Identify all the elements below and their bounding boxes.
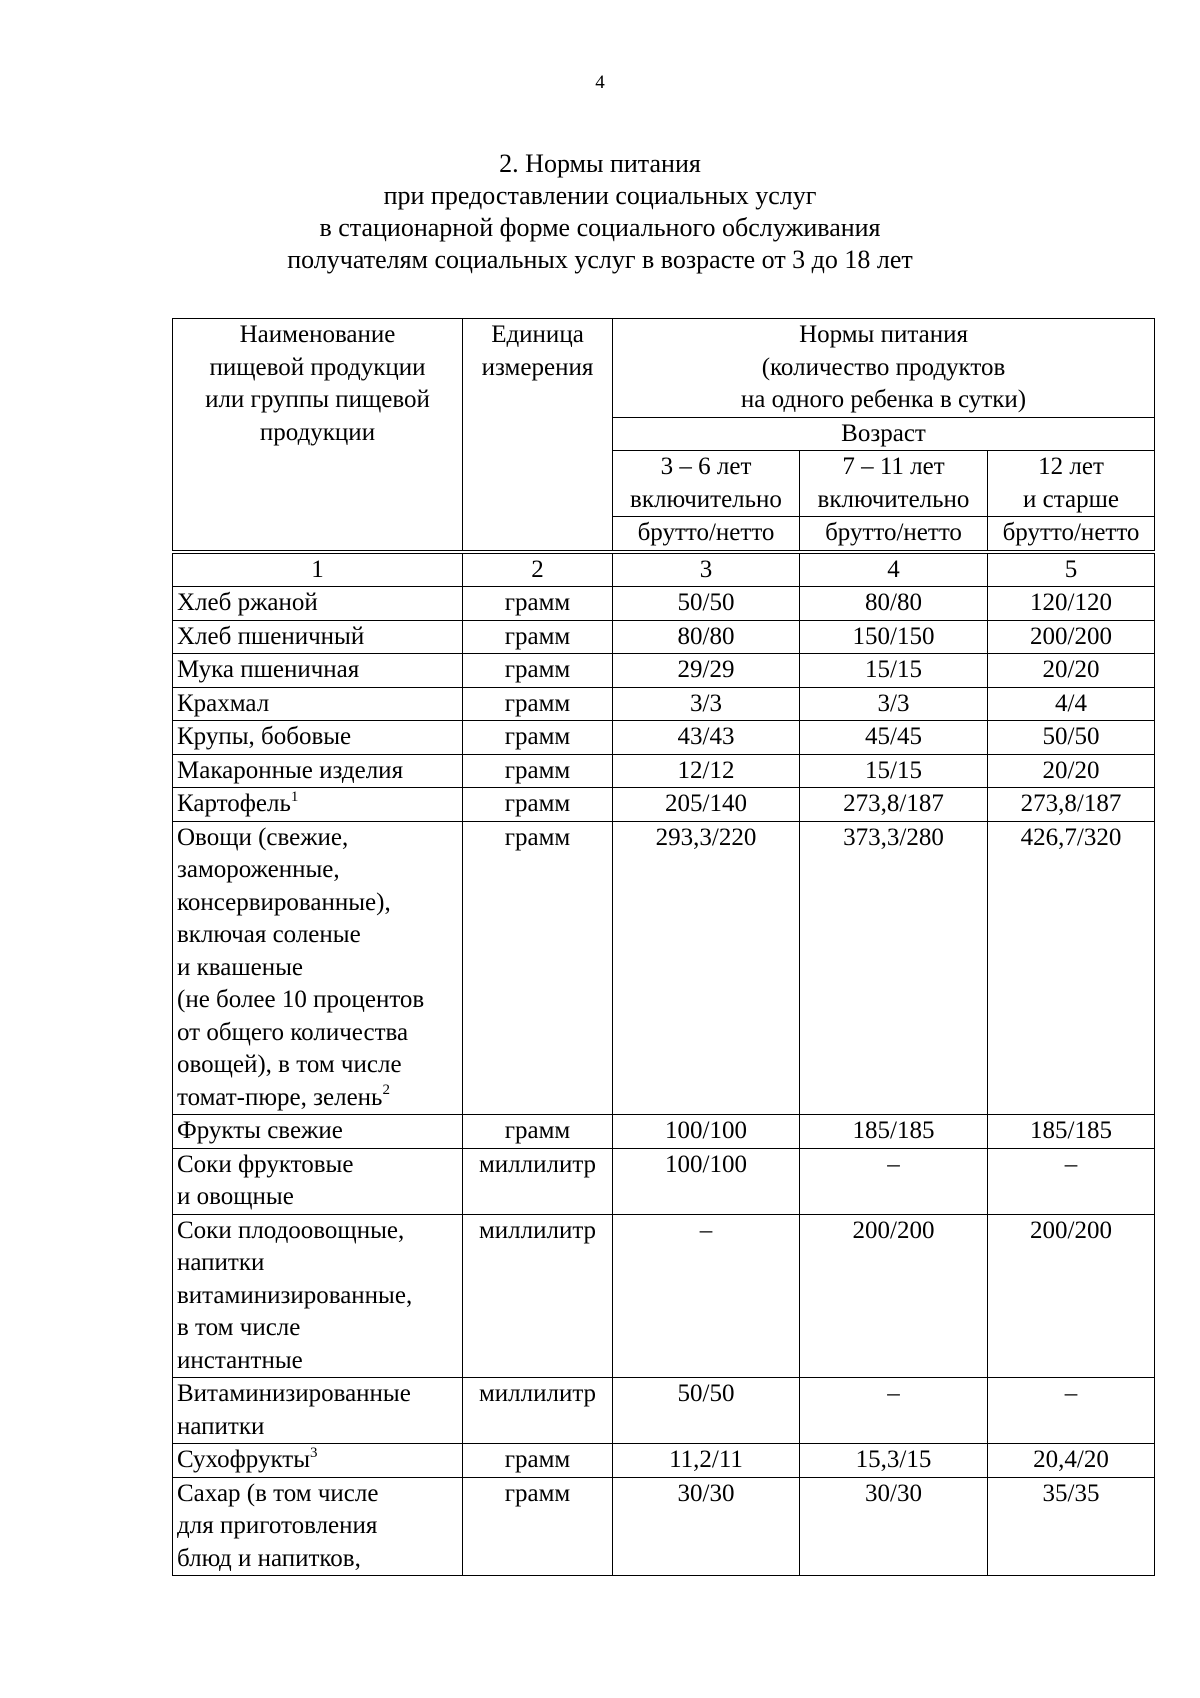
unit-cell: грамм: [463, 788, 613, 822]
title-line: в стационарной форме социального обслуживания: [319, 213, 881, 242]
product-name-line: в том числе: [177, 1314, 301, 1341]
norm-value-cell: –: [988, 1148, 1155, 1214]
norm-value-cell: 11,2/11: [613, 1444, 800, 1478]
footnote-marker: 1: [290, 788, 299, 805]
table-row: [173, 1444, 1155, 1478]
product-name-line: блюд и напитков,: [177, 1544, 361, 1572]
product-name-line: от общего количества: [177, 1018, 409, 1046]
product-name-line: Витаминизированные: [177, 1380, 411, 1407]
table-body: [173, 587, 1155, 1576]
norm-value-cell: 50/50: [988, 721, 1155, 755]
norm-value-cell: 80/80: [613, 620, 800, 654]
norm-value-cell: 80/80: [800, 587, 988, 621]
unit-cell: миллилитр: [463, 1378, 613, 1444]
product-name-cell: [173, 1214, 463, 1378]
product-name-line: консервированные),: [177, 888, 391, 916]
norm-value-cell: –: [800, 1148, 988, 1214]
table-row: [173, 620, 1155, 654]
norm-value-cell: 293,3/220: [613, 821, 800, 1115]
column-number: 5: [988, 552, 1155, 587]
header-gross-net: брутто/нетто: [613, 517, 800, 552]
table-row: [173, 1378, 1155, 1444]
norm-value-cell: 120/120: [988, 587, 1155, 621]
norm-value-cell: 50/50: [613, 587, 800, 621]
norm-value-cell: 200/200: [988, 1214, 1155, 1378]
table-row: [173, 587, 1155, 621]
product-name-line: Хлеб ржаной: [177, 589, 318, 616]
product-name-line: Сухофрукты$^3$: [177, 1444, 318, 1473]
header-gross-net: брутто/нетто: [800, 517, 988, 552]
product-name-cell: [173, 1378, 463, 1444]
product-name-line: Соки фруктовые: [177, 1150, 354, 1178]
product-name-cell: [173, 1148, 463, 1214]
page-number: 4: [595, 72, 605, 93]
product-name-line: Крахмал: [177, 689, 270, 717]
product-name-line: напитки: [177, 1249, 265, 1276]
norm-value-cell: 50/50: [613, 1378, 800, 1444]
table-row: [173, 1477, 1155, 1576]
header-gross-net: брутто/нетто: [988, 517, 1155, 552]
norm-value-cell: 45/45: [800, 721, 988, 755]
norm-value-cell: 35/35: [988, 1477, 1155, 1576]
header-age-group-1: 3 – 6 лет включительно: [613, 451, 800, 517]
product-name-line: томат-пюре, зелень$^2$: [177, 1082, 390, 1111]
table-row: [173, 788, 1155, 822]
norm-value-cell: 43/43: [613, 721, 800, 755]
unit-cell: грамм: [463, 1115, 613, 1149]
table-row: [173, 654, 1155, 688]
header-age-group-2: 7 – 11 лет включительно: [800, 451, 988, 517]
product-name-line: Крупы, бобовые: [177, 723, 352, 750]
column-number: 1: [173, 552, 463, 587]
norm-value-cell: 205/140: [613, 788, 800, 822]
norm-value-cell: 273,8/187: [800, 788, 988, 822]
norm-value-cell: 20/20: [988, 754, 1155, 788]
product-name-cell: [173, 1477, 463, 1576]
product-name-line: Фрукты свежие: [177, 1117, 343, 1144]
norm-value-cell: 15,3/15: [800, 1444, 988, 1478]
norm-value-cell: 100/100: [613, 1115, 800, 1149]
product-name-cell: [173, 821, 463, 1115]
product-name-line: Соки плодоовощные,: [177, 1216, 405, 1244]
norm-value-cell: 100/100: [613, 1148, 800, 1214]
unit-cell: миллилитр: [463, 1214, 613, 1378]
product-name-line: Овощи (свежие,: [177, 823, 349, 851]
norm-value-cell: 20,4/20: [988, 1444, 1155, 1478]
norm-value-cell: 373,3/280: [800, 821, 988, 1115]
table-row: [173, 687, 1155, 721]
header-age: Возраст: [613, 417, 1155, 451]
norm-value-cell: –: [800, 1378, 988, 1444]
unit-cell: миллилитр: [463, 1148, 613, 1214]
table-row: [173, 721, 1155, 755]
product-name-line: Хлеб пшеничный: [177, 622, 365, 650]
norm-value-cell: 4/4: [988, 687, 1155, 721]
norm-value-cell: –: [988, 1378, 1155, 1444]
norm-value-cell: 15/15: [800, 754, 988, 788]
table-row: [173, 754, 1155, 788]
unit-cell: грамм: [463, 620, 613, 654]
norm-value-cell: 185/185: [800, 1115, 988, 1149]
norm-value-cell: 185/185: [988, 1115, 1155, 1149]
norm-value-cell: 150/150: [800, 620, 988, 654]
norm-value-cell: 20/20: [988, 654, 1155, 688]
product-name-line: включая соленые: [177, 921, 361, 948]
title-line: 2. Нормы питания: [499, 149, 701, 178]
product-name-line: и овощные: [177, 1183, 294, 1210]
header-unit: Единица измерения: [463, 319, 613, 552]
product-name-line: витаминизированные,: [177, 1281, 413, 1309]
header-norms: Нормы питания (количество продуктов на одного ребенка в сутки): [613, 319, 1155, 418]
norm-value-cell: 15/15: [800, 654, 988, 688]
norm-value-cell: 3/3: [800, 687, 988, 721]
norm-value-cell: 30/30: [613, 1477, 800, 1576]
table-row: [173, 1214, 1155, 1378]
product-name-line: овощей), в том числе: [177, 1051, 402, 1078]
column-number: 2: [463, 552, 613, 587]
unit-cell: грамм: [463, 754, 613, 788]
product-name-line: (не более 10 процентов: [177, 986, 425, 1013]
header-age-group-3: 12 лет и старше: [988, 451, 1155, 517]
product-name-cell: [173, 1115, 463, 1149]
product-name-line: для приготовления: [177, 1512, 378, 1539]
table-row: [173, 1148, 1155, 1214]
unit-cell: грамм: [463, 654, 613, 688]
product-name-line: Макаронные изделия: [177, 756, 404, 784]
norm-value-cell: 12/12: [613, 754, 800, 788]
norm-value-cell: 29/29: [613, 654, 800, 688]
product-name-line: напитки: [177, 1412, 265, 1440]
product-name-line: замороженные,: [177, 856, 340, 883]
norm-value-cell: 426,7/320: [988, 821, 1155, 1115]
norm-value-cell: 273,8/187: [988, 788, 1155, 822]
unit-cell: грамм: [463, 587, 613, 621]
product-name-cell: [173, 1444, 463, 1478]
product-name-cell: [173, 687, 463, 721]
product-name-line: Картофель$^1$: [177, 788, 299, 817]
product-name-line: Мука пшеничная: [177, 656, 360, 683]
product-name-cell: [173, 587, 463, 621]
norm-value-cell: 200/200: [988, 620, 1155, 654]
product-name-line: Сахар (в том числе: [177, 1479, 379, 1507]
table-row: [173, 821, 1155, 1115]
nutrition-norms-table: [172, 318, 1155, 1576]
title-line: получателям социальных услуг в возрасте от 3 до 18 лет: [287, 245, 913, 274]
column-number: 4: [800, 552, 988, 587]
header-product-name: Наименование пищевой продукции или группы пищевой продукции: [173, 319, 463, 552]
norm-value-cell: 200/200: [800, 1214, 988, 1378]
title-line: при предоставлении социальных услуг: [383, 181, 817, 210]
product-name-cell: [173, 654, 463, 688]
product-name-line: и квашеные: [177, 953, 303, 981]
product-name-cell: [173, 788, 463, 822]
product-name-line: инстантные: [177, 1346, 303, 1374]
column-number: 3: [613, 552, 800, 587]
norm-value-cell: 3/3: [613, 687, 800, 721]
norm-value-cell: –: [613, 1214, 800, 1378]
unit-cell: грамм: [463, 687, 613, 721]
product-name-cell: [173, 754, 463, 788]
unit-cell: грамм: [463, 1444, 613, 1478]
unit-cell: грамм: [463, 821, 613, 1115]
footnote-marker: 2: [382, 1082, 390, 1099]
unit-cell: грамм: [463, 1477, 613, 1576]
norm-value-cell: 30/30: [800, 1477, 988, 1576]
product-name-cell: [173, 620, 463, 654]
table-row: [173, 1115, 1155, 1149]
unit-cell: грамм: [463, 721, 613, 755]
document-title: [150, 148, 1050, 276]
footnote-marker: 3: [310, 1444, 318, 1461]
product-name-cell: [173, 721, 463, 755]
